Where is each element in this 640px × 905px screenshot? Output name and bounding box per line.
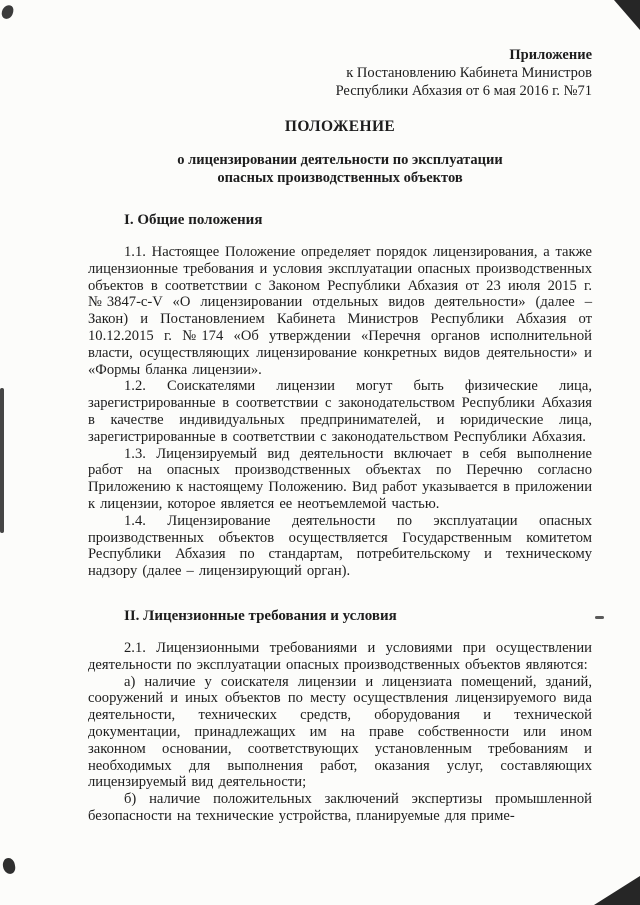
annex-line-3: Республики Абхазия от 6 мая 2016 г. №71 xyxy=(335,83,592,99)
paragraph-2-1-item-a: а) наличие у соискателя лицензии и лицензиата помещений, зданий, сооружений и иных объектов по месту осуществления лицензируемого вида деятельности, технических средств, оборудования и технической документации, принадлежащих им на праве собственности или ином законном основании, соответствующих установленным требованиям и необходимых для выполнения работ, оказания услуг, составляющих лицензируемый вид деятельности; xyxy=(88,673,592,791)
subtitle-line-2: опасных производственных объектов xyxy=(217,170,463,186)
section-2-heading: II. Лицензионные требования и условия xyxy=(124,607,397,624)
scan-artifact-top-right-corner xyxy=(614,0,640,30)
annex-line-2: к Постановлению Кабинета Министров xyxy=(346,65,592,81)
document-title: ПОЛОЖЕНИЕ xyxy=(284,118,396,135)
scan-artifact-bottom-left xyxy=(2,857,17,875)
scan-artifact-speck xyxy=(595,616,604,619)
document-subtitle xyxy=(88,151,592,187)
paragraph-1-1: 1.1. Настоящее Положение определяет порядок лицензирования, а также лицензионные требования и условия эксплуатации опасных производственных объектов в соответствии с Законом Республики Абхазия от 23 июля 2015 г. №3847-с-V «О лицензировании отдельных видов деятельности» (далее – Закон) и Постановлением Кабинета Министров Республики Абхазия от 10.12.2015 г. №174 «Об утверждении «Перечня органов исполнительной власти, осуществляющих лицензирование конкретных видов деятельности» и «Формы бланка лицензии». xyxy=(88,244,592,378)
paragraph-1-2: 1.2. Соискателями лицензии могут быть физические лица, зарегистрированные в соответствии с законодательством Республики Абхазия в качестве индивидуальных предпринимателей, и юридические лица, зарегистрированные в соответствии с законодательством Республики Абхазия. xyxy=(88,378,592,445)
scan-artifact-left-edge xyxy=(0,388,4,533)
scan-artifact-bottom-right-corner xyxy=(594,876,640,905)
subtitle-line-1: о лицензировании деятельности по эксплуатации xyxy=(177,152,503,168)
annex-block xyxy=(88,46,592,100)
paragraph-1-3: 1.3. Лицензируемый вид деятельности включает в себя выполнение работ на опасных производственных объектах по Перечню согласно Приложению к настоящему Положению. Вид работ указывается в приложении к лицензии, которое является ее неотъемлемой частью. xyxy=(88,445,592,512)
paragraph-2-1-item-b: б) наличие положительных заключений экспертизы промышленной безопасности на технические устройства, планируемые для приме- xyxy=(88,791,592,824)
annex-line-1: Приложение xyxy=(509,47,592,63)
paragraph-2-1: 2.1. Лицензионными требованиями и условиями при осуществлении деятельности по эксплуатации опасных производственных объектов являются: xyxy=(88,639,592,673)
paragraph-1-4: 1.4. Лицензирование деятельности по эксплуатации опасных производственных объектов осуществляется Государственным комитетом Республики Абхазия по стандартам, потребительскому и техническому надзору (далее – лицензирующий орган). xyxy=(88,512,592,580)
section-1-heading: I. Общие положения xyxy=(124,212,263,228)
